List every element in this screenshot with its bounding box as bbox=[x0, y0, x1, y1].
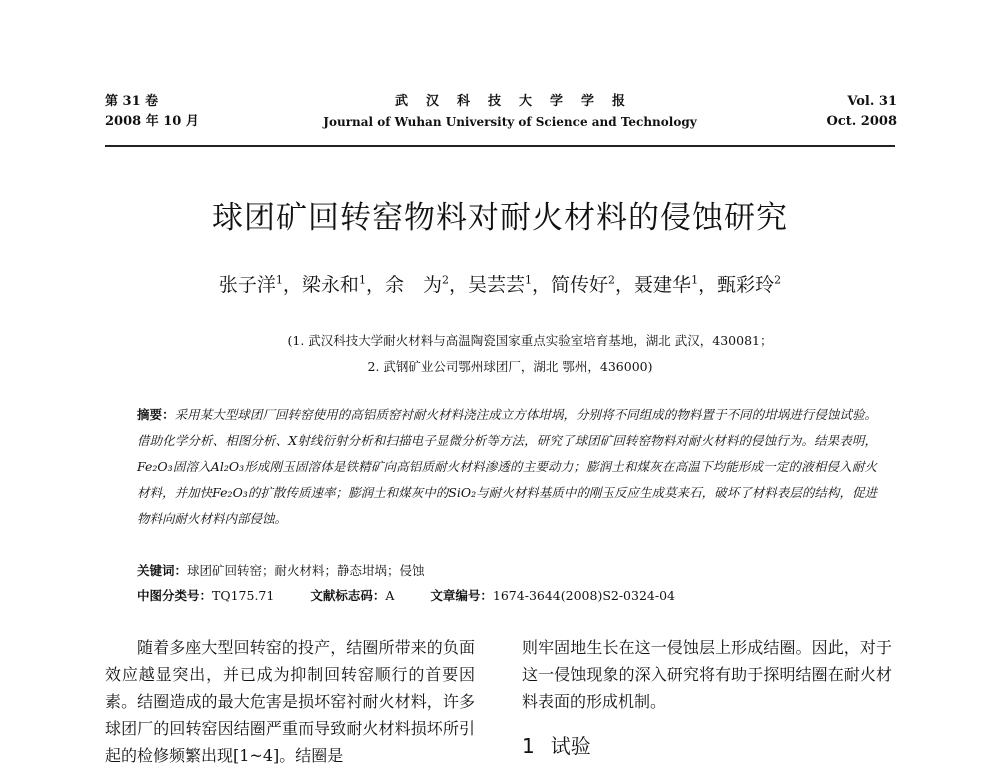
abstract-label: 摘要： bbox=[137, 407, 175, 422]
abstract-text: 采用某大型球团厂回转窑使用的高铝质窑衬耐火材料浇注成立方体坩埚，分别将不同组成的物料置于不同的坩埚进行侵蚀试验。借助化学分析、相图分析、X射线衍射分析和扫描电子显微分析等方法，研究了球团矿回转窑物料对耐火材料的侵蚀行为。结果表明，Fe₂O₃固溶入Al₂O₃形成刚玉固溶体是铁精矿向高铝质耐火材料渗透的主要动力；膨润土和煤灰在高温下均能形成一定的液相侵入耐火材料，并加快Fe₂O₃的扩散传质速率；膨润土和煤灰中的SiO₂与耐火材料基质中的刚玉反应生成莫来石，破坏了材料表层的结构，促进物料向耐火材料内部侵蚀。 bbox=[137, 407, 877, 526]
author: 甄彩玲 bbox=[717, 274, 775, 296]
body-column-left: 随着多座大型回转窑的投产，结圈所带来的负面效应越显突出，并已成为抑制回转窑顺行的首要因素。结圈造成的最大危害是损坏窑衬耐火材料，许多球团厂的回转窑因结圈严重而导致耐火材料损坏所引起的检修频繁出现[1~4]。结圈是 bbox=[105, 638, 475, 765]
section-number: 1 bbox=[522, 734, 535, 758]
paper-title: 球团矿回转窑物料对耐火材料的侵蚀研究 bbox=[212, 200, 788, 236]
header-right bbox=[827, 92, 897, 132]
clc-value: TQ175.71 bbox=[212, 588, 275, 603]
affiliation-2: 2. 武钢矿业公司鄂州球团厂，湖北 鄂州，436000) bbox=[367, 359, 653, 374]
volume-en: Vol. 31 bbox=[847, 94, 897, 109]
author-affiliation-mark: 1 bbox=[525, 273, 532, 287]
keywords bbox=[137, 561, 425, 581]
author-affiliation-mark: 2 bbox=[608, 273, 616, 287]
section-title: 试验 bbox=[550, 734, 591, 758]
affiliation-1: (1. 武汉科技大学耐火材料与高温陶瓷国家重点实验室培育基地，湖北 武汉，430081； bbox=[287, 333, 773, 348]
header-rule bbox=[105, 145, 895, 147]
clc-label: 中图分类号： bbox=[137, 588, 213, 603]
section-heading bbox=[522, 730, 607, 759]
journal-title-cn: 武汉科技大学学报 bbox=[394, 94, 643, 109]
author: 张子洋 bbox=[218, 274, 276, 296]
body-column-right: 则牢固地生长在这一侵蚀层上形成结圈。因此，对于这一侵蚀现象的深入研究将有助于探明结圈在耐火材料表面的形成机制。 bbox=[522, 638, 892, 711]
header-center bbox=[300, 92, 720, 132]
issue-date: 2008 年 10 月 bbox=[105, 114, 199, 129]
author-affiliation-mark: 1 bbox=[275, 273, 283, 287]
header-left bbox=[105, 92, 199, 132]
author: 吴芸芸 bbox=[467, 274, 525, 296]
author-affiliation-mark: 1 bbox=[691, 273, 699, 287]
doc-code-value: A bbox=[385, 588, 395, 603]
keywords-text: 球团矿回转窑；耐火材料；静态坩埚；侵蚀 bbox=[187, 563, 425, 578]
volume-label: 第 31 卷 bbox=[105, 94, 159, 109]
article-number-label: 文章编号： bbox=[430, 588, 493, 603]
author-list: 张子洋$^1$，梁永和$^1$，余 为$^2$，吴芸芸$^1$，简传好$^2$，聂建华$^1$，甄彩玲$^2$ bbox=[218, 273, 782, 296]
classification-line bbox=[137, 586, 675, 606]
issue-date-en: Oct. 2008 bbox=[826, 114, 897, 129]
journal-title-en: Journal of Wuhan University of Science and Technology bbox=[323, 115, 697, 129]
author: 聂建华 bbox=[634, 274, 692, 296]
author-affiliation-mark: 1 bbox=[358, 273, 366, 287]
article-number-value: 1674-3644(2008)S2-0324-04 bbox=[492, 588, 675, 603]
author-affiliation-mark: 2 bbox=[774, 273, 782, 287]
doc-code-label: 文献标志码： bbox=[310, 588, 386, 603]
abstract bbox=[137, 402, 877, 532]
author: 简传好 bbox=[551, 274, 609, 296]
author: 梁永和 bbox=[301, 274, 359, 296]
author: 余 为 bbox=[384, 274, 442, 296]
keywords-label: 关键词： bbox=[137, 563, 188, 578]
author-affiliation-mark: 2 bbox=[441, 273, 449, 287]
